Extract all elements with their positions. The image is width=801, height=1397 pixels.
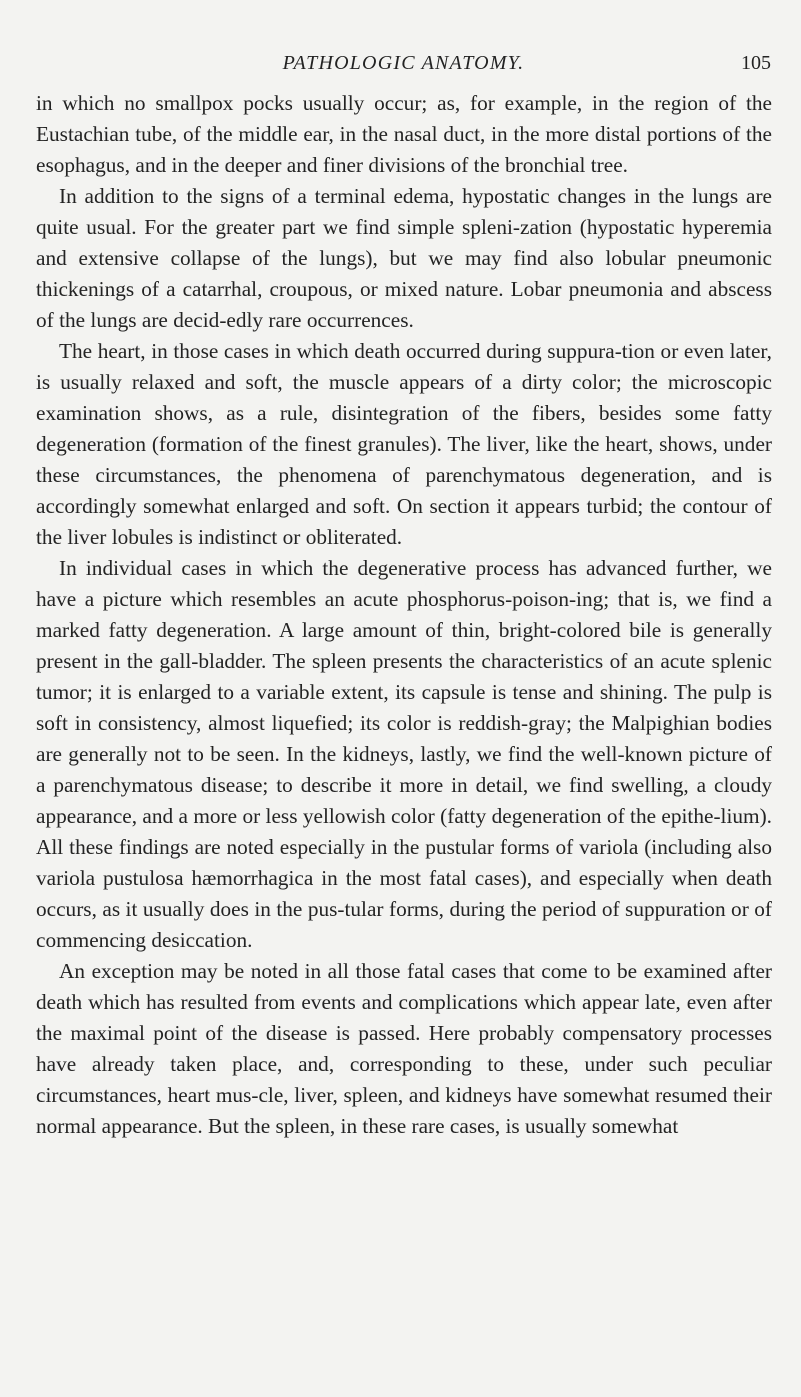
running-title: PATHOLOGIC ANATOMY. xyxy=(282,52,525,74)
paragraph-heart-liver: The heart, in those cases in which death occurred during suppura-tion or even later, is usually relaxed and soft, the muscle appears of a dirty color; the microscopic examination shows, as a rule, disintegration of the fibers, besides some fatty degeneration (formation of the finest granules). The liver, like the heart, shows, under these circumstances, the phenomena of parenchymatous degeneration, and is accordingly somewhat enlarged and soft. On section it appears turbid; the contour of the liver lobules is indistinct or obliterated. xyxy=(36,339,772,549)
paragraph-degenerative-process: In individual cases in which the degenerative process has advanced further, we have a picture which resembles an acute phosphorus-poison-ing; that is, we find a marked fatty degeneration. A large amount of thin, bright-colored bile is generally present in the gall-bladder. The spleen presents the characteristics of an acute splenic tumor; it is enlarged to a variable extent, its capsule is tense and shining. The pulp is soft in consistency, almost liquefied; its color is reddish-gray; the Malpighian bodies are generally not to be seen. In the kidneys, lastly, we find the well-known picture of a parenchymatous disease; to describe it more in detail, we find swelling, a cloudy appearance, and a more or less yellowish color (fatty degeneration of the epithe-lium). All these findings are noted especially in the pustular forms of variola (including also variola pustulosa hæmorrhagica in the most fatal cases), and especially when death occurs, as it usually does in the pus-tular forms, during the period of suppuration or of commencing desiccation. xyxy=(36,556,772,952)
running-head xyxy=(36,52,771,82)
body-text xyxy=(36,88,772,1142)
paragraph-lungs: In addition to the signs of a terminal edema, hypostatic changes in the lungs are quite usual. For the greater part we find simple spleni-zation (hypostatic hyperemia and extensive collapse of the lungs), but we may find also lobular pneumonic thickenings of a catarrhal, croupous, or mixed nature. Lobar pneumonia and abscess of the lungs are decid-edly rare occurrences. xyxy=(36,184,772,332)
paragraph-continued: in which no smallpox pocks usually occur; as, for example, in the region of the Eustachian tube, of the middle ear, in the nasal duct, in the more distal portions of the esophagus, and in the deeper and finer divisions of the bronchial tree. xyxy=(36,91,772,177)
page-number: 105 xyxy=(741,52,771,74)
paragraph-exception: An exception may be noted in all those fatal cases that come to be examined after death which has resulted from events and complications which appear late, even after the maximal point of the disease is passed. Here probably compensatory processes have already taken place, and, corresponding to these, under such peculiar circumstances, heart mus-cle, liver, spleen, and kidneys have somewhat resumed their normal appearance. But the spleen, in these rare cases, is usually somewhat xyxy=(36,959,772,1138)
